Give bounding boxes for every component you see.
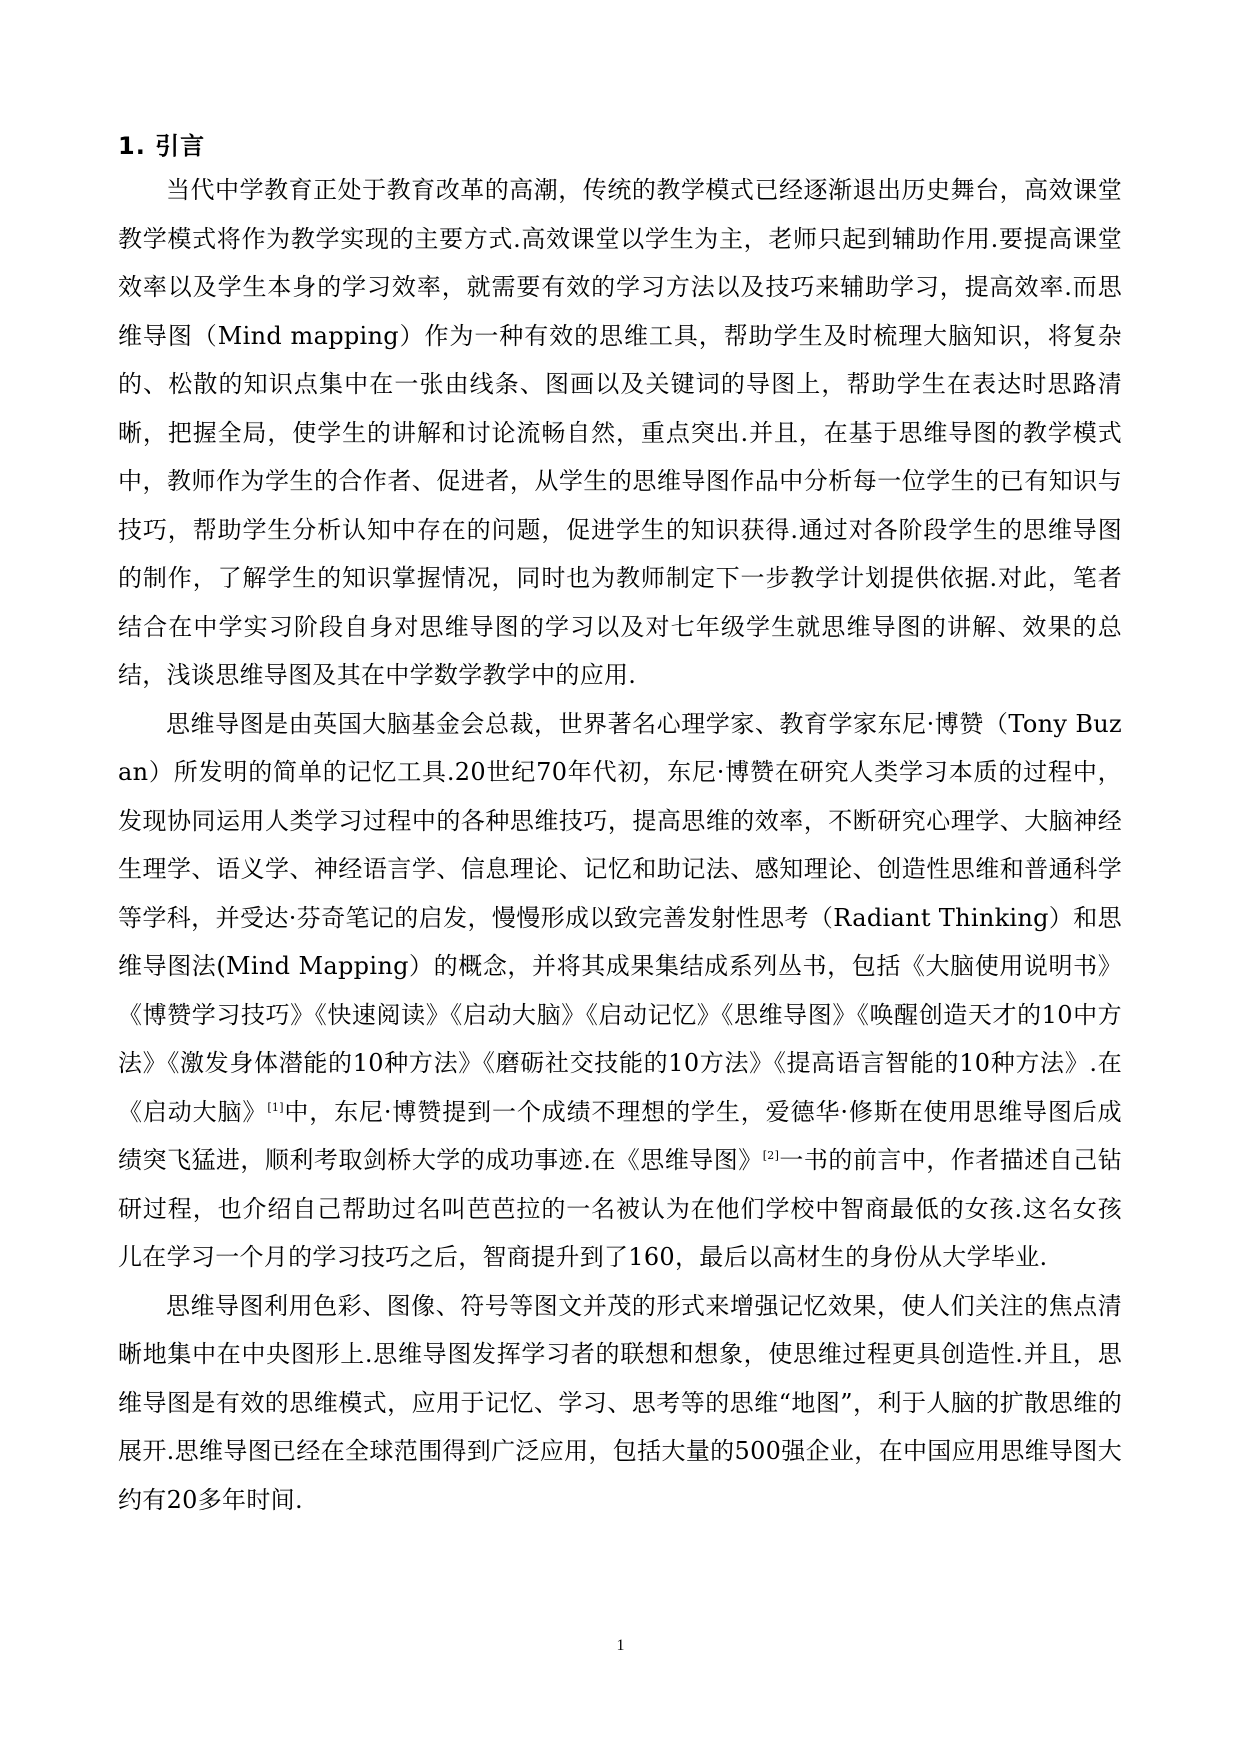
page-number: 1 [616,1637,625,1654]
page-content [118,128,1122,1524]
paragraph-2-text-b: 中，东尼·博赞提到一个成绩不理想的学生，爱德华·修斯在使用思维导图后成绩突飞猛进，顺利考取剑桥大学的成功事迹.在《思维导图》 [118,1097,1122,1174]
section-heading: 1. 引言 [118,132,206,160]
paragraph-2 [118,700,1122,1282]
paragraph-2-text-a: 思维导图是由英国大脑基金会总裁，世界著名心理学家、教育学家东尼·博赞（Tony Buzan）所发明的简单的记忆工具.20世纪70年代初，东尼·博赞在研究人类学习本质的过程中，发现协同运用人类学习过程中的各种思维技巧，提高思维的效率，不断研究心理学、大脑神经生理学、语义学、神经语言学、信息理论、记忆和助记法、感知理论、创造性思维和普通科学等学科，并受达·芬奇笔记的启发，慢慢形成以致完善发射性思考（Radiant Thinking）和思维导图法(Mind Mapping）的概念，并将其成果集结成系列丛书，包括《大脑使用说明书》《博赞学习技巧》《快速阅读》《启动大脑》《启动记忆》《思维导图》《唤醒创造天才的10中方法》《激发身体潜能的10种方法》《磨砺社交技能的10方法》《提高语言智能的10种方法》.在《启动大脑》 [118,709,1122,1126]
citation-ref-1: [1] [267,1100,284,1114]
citation-ref-2: [2] [762,1149,780,1162]
paragraph-1: 当代中学教育正处于教育改革的高潮，传统的教学模式已经逐渐退出历史舞台，高效课堂教学模式将作为教学实现的主要方式.高效课堂以学生为主，老师只起到辅助作用.要提高课堂效率以及学生本身的学习效率，就需要有效的学习方法以及技巧来辅助学习，提高效率.而思维导图（Mind mapping）作为一种有效的思维工具，帮助学生及时梳理大脑知识，将复杂的、松散的知识点集中在一张由线条、图画以及关键词的导图上，帮助学生在表达时思路清晰，把握全局，使学生的讲解和讨论流畅自然，重点突出.并且，在基于思维导图的教学模式中，教师作为学生的合作者、促进者，从学生的思维导图作品中分析每一位学生的已有知识与技巧，帮助学生分析认知中存在的问题，促进学生的知识获得.通过对各阶段学生的思维导图的制作，了解学生的知识掌握情况，同时也为教师制定下一步教学计划提供依据.对此，笔者结合在中学实习阶段自身对思维导图的学习以及对七年级学生就思维导图的讲解、效果的总结，浅谈思维导图及其在中学数学教学中的应用. [118,176,1122,689]
paragraph-3: 思维导图利用色彩、图像、符号等图文并茂的形式来增强记忆效果，使人们关注的焦点清晰地集中在中央图形上.思维导图发挥学习者的联想和想象，使思维过程更具创造性.并且，思维导图是有效的思维模式，应用于记忆、学习、思考等的思维“地图”，利于人脑的扩散思维的展开.思维导图已经在全球范围得到广泛应用，包括大量的500强企业，在中国应用思维导图大约有20多年时间. [118,1291,1122,1514]
paragraph-2-text-c: 一书的前言中，作者描述自己钻研过程，也介绍自己帮助过名叫芭芭拉的一名被认为在他们学校中智商最低的女孩.这名女孩儿在学习一个月的学习技巧之后，智商提升到了160，最后以高材生的身份从大学毕业. [118,1146,1122,1271]
